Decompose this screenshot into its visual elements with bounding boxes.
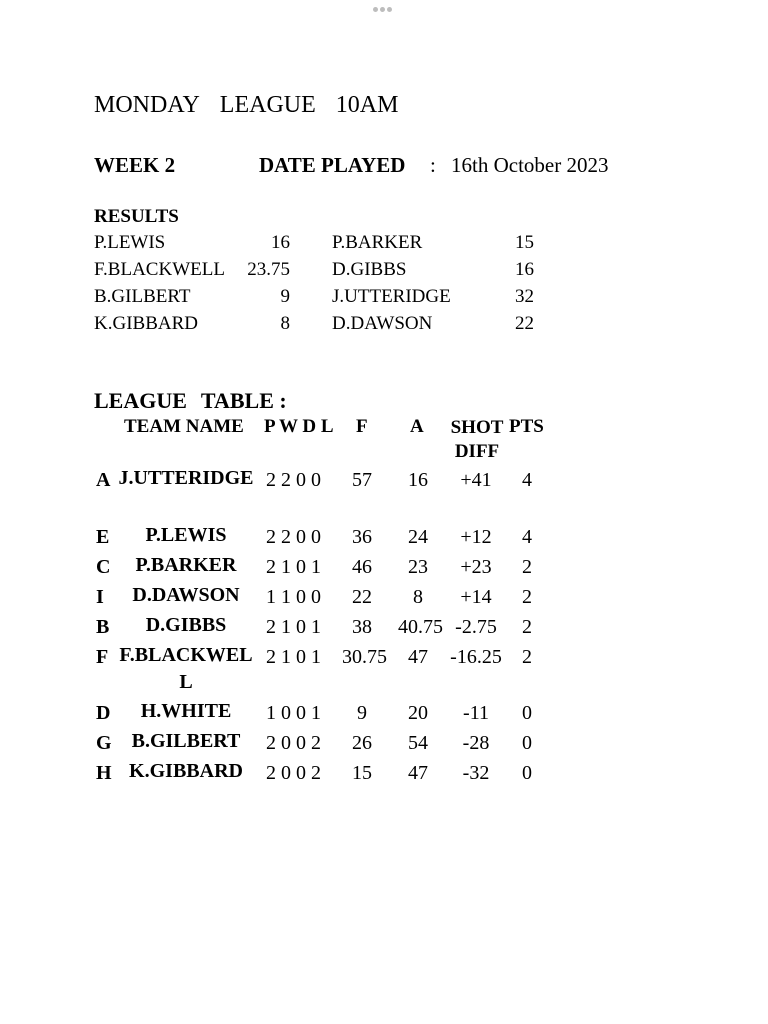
points: 2 bbox=[522, 556, 532, 578]
title-word: MONDAY bbox=[94, 92, 200, 118]
player-2: D.DAWSON bbox=[332, 313, 433, 334]
shots-for: 9 bbox=[357, 702, 367, 724]
pwdl-values: 1 1 0 0 bbox=[266, 586, 321, 608]
player-1: P.LEWIS bbox=[94, 232, 166, 253]
shots-against: 47 bbox=[408, 762, 428, 784]
points: 0 bbox=[522, 702, 532, 724]
shots-for: 57 bbox=[352, 469, 372, 491]
points: 2 bbox=[522, 586, 532, 608]
table-row bbox=[94, 612, 574, 642]
shots-for: 22 bbox=[352, 586, 372, 608]
team-name: B.GILBERT bbox=[131, 730, 241, 752]
table-row bbox=[94, 552, 574, 582]
points: 0 bbox=[522, 762, 532, 784]
team-letter: G bbox=[96, 732, 112, 754]
col-header-points: PTS bbox=[509, 416, 544, 437]
date-played-value: 16th October 2023 bbox=[451, 153, 609, 177]
table-row bbox=[94, 758, 574, 788]
pwdl-values: 2 2 0 0 bbox=[266, 526, 321, 548]
results-heading: RESULTS bbox=[94, 206, 179, 227]
pwdl-values: 2 2 0 0 bbox=[266, 469, 321, 491]
score-2: 22 bbox=[515, 313, 534, 334]
shots-for: 38 bbox=[352, 616, 372, 638]
more-options-icon[interactable] bbox=[373, 7, 392, 12]
score-2: 15 bbox=[515, 232, 534, 253]
points: 0 bbox=[522, 732, 532, 754]
shots-against: 47 bbox=[408, 646, 428, 668]
shot-diff: -28 bbox=[462, 732, 490, 754]
shots-against: 20 bbox=[408, 702, 428, 724]
shot-diff: +41 bbox=[460, 469, 492, 491]
shot-diff: +14 bbox=[460, 586, 492, 608]
player-1: K.GIBBARD bbox=[94, 313, 198, 334]
shots-for: 26 bbox=[352, 732, 372, 754]
shot-diff: -2.75 bbox=[455, 616, 497, 638]
team-name: D.GIBBS bbox=[145, 614, 227, 636]
shot-diff: +23 bbox=[460, 556, 492, 578]
team-letter: I bbox=[96, 586, 104, 608]
shot-diff: -11 bbox=[463, 702, 489, 724]
table-row bbox=[94, 698, 574, 728]
date-separator: : bbox=[430, 153, 436, 177]
team-name: P.BARKER bbox=[135, 554, 237, 576]
score-2: 16 bbox=[515, 259, 534, 280]
shot-diff: +12 bbox=[460, 526, 492, 548]
result-row bbox=[94, 259, 614, 286]
pwdl-values: 2 1 0 1 bbox=[266, 556, 321, 578]
date-played-label: DATE PLAYED bbox=[259, 153, 406, 177]
shot-diff: -32 bbox=[462, 762, 490, 784]
pwdl-values: 1 0 0 1 bbox=[266, 702, 321, 724]
team-letter: B bbox=[96, 616, 110, 638]
points: 4 bbox=[522, 469, 532, 491]
points: 2 bbox=[522, 646, 532, 668]
dot bbox=[373, 7, 378, 12]
table-header bbox=[94, 416, 574, 468]
score-1: 23.75 bbox=[247, 259, 290, 280]
score-1: 16 bbox=[271, 232, 290, 253]
shots-against: 24 bbox=[408, 526, 428, 548]
player-2: J.UTTERIDGE bbox=[332, 286, 451, 307]
col-header-team: TEAM NAME bbox=[124, 416, 244, 437]
title-word: 10AM bbox=[335, 92, 399, 118]
shots-for: 46 bbox=[352, 556, 372, 578]
result-row bbox=[94, 313, 614, 340]
player-2: D.GIBBS bbox=[332, 259, 407, 280]
dot bbox=[387, 7, 392, 12]
team-name: P.LEWIS bbox=[145, 524, 227, 546]
points: 2 bbox=[522, 616, 532, 638]
col-header-for: F bbox=[356, 416, 368, 437]
table-row bbox=[94, 642, 574, 698]
team-letter: A bbox=[96, 469, 111, 491]
table-row bbox=[94, 582, 574, 612]
team-letter: H bbox=[96, 762, 112, 784]
team-name: F.BLACKWELL bbox=[119, 644, 253, 693]
player-2: P.BARKER bbox=[332, 232, 423, 253]
shot-diff: -16.25 bbox=[450, 646, 502, 668]
col-header-shot-diff: SHOT DIFF bbox=[450, 417, 504, 462]
shots-for: 36 bbox=[352, 526, 372, 548]
pwdl-values: 2 1 0 1 bbox=[266, 646, 321, 668]
title-word: LEAGUE bbox=[219, 92, 316, 118]
table-row bbox=[94, 465, 574, 519]
team-letter: C bbox=[96, 556, 111, 578]
pwdl-values: 2 0 0 2 bbox=[266, 762, 321, 784]
col-header-against: A bbox=[410, 416, 424, 437]
score-2: 32 bbox=[515, 286, 534, 307]
shots-against: 54 bbox=[408, 732, 428, 754]
week-label: WEEK 2 bbox=[94, 153, 176, 177]
col-header-pwdl: P W D L bbox=[264, 416, 334, 437]
table-row bbox=[94, 728, 574, 758]
page-title bbox=[94, 92, 398, 119]
player-1: F.BLACKWELL bbox=[94, 259, 225, 280]
player-1: B.GILBERT bbox=[94, 286, 191, 307]
result-row bbox=[94, 232, 614, 259]
team-letter: D bbox=[96, 702, 111, 724]
shots-against: 40.75 bbox=[398, 616, 443, 638]
team-letter: E bbox=[96, 526, 110, 548]
table-row bbox=[94, 522, 574, 552]
shots-against: 23 bbox=[408, 556, 428, 578]
team-name: K.GIBBARD bbox=[129, 760, 243, 782]
pwdl-values: 2 0 0 2 bbox=[266, 732, 321, 754]
dot bbox=[380, 7, 385, 12]
league-table-heading bbox=[94, 388, 287, 414]
team-name: H.WHITE bbox=[140, 700, 232, 722]
pwdl-values: 2 1 0 1 bbox=[266, 616, 321, 638]
shots-for: 15 bbox=[352, 762, 372, 784]
shots-against: 8 bbox=[413, 586, 423, 608]
team-name: D.DAWSON bbox=[132, 584, 240, 606]
score-1: 9 bbox=[280, 286, 290, 307]
result-row bbox=[94, 286, 614, 313]
shots-for: 30.75 bbox=[342, 646, 387, 668]
team-letter: F bbox=[96, 646, 109, 668]
team-name: J.UTTERIDGE bbox=[118, 467, 254, 489]
shots-against: 16 bbox=[408, 469, 428, 491]
heading-word: TABLE : bbox=[200, 388, 287, 413]
score-1: 8 bbox=[280, 313, 290, 334]
points: 4 bbox=[522, 526, 532, 548]
heading-word: LEAGUE bbox=[94, 388, 187, 413]
